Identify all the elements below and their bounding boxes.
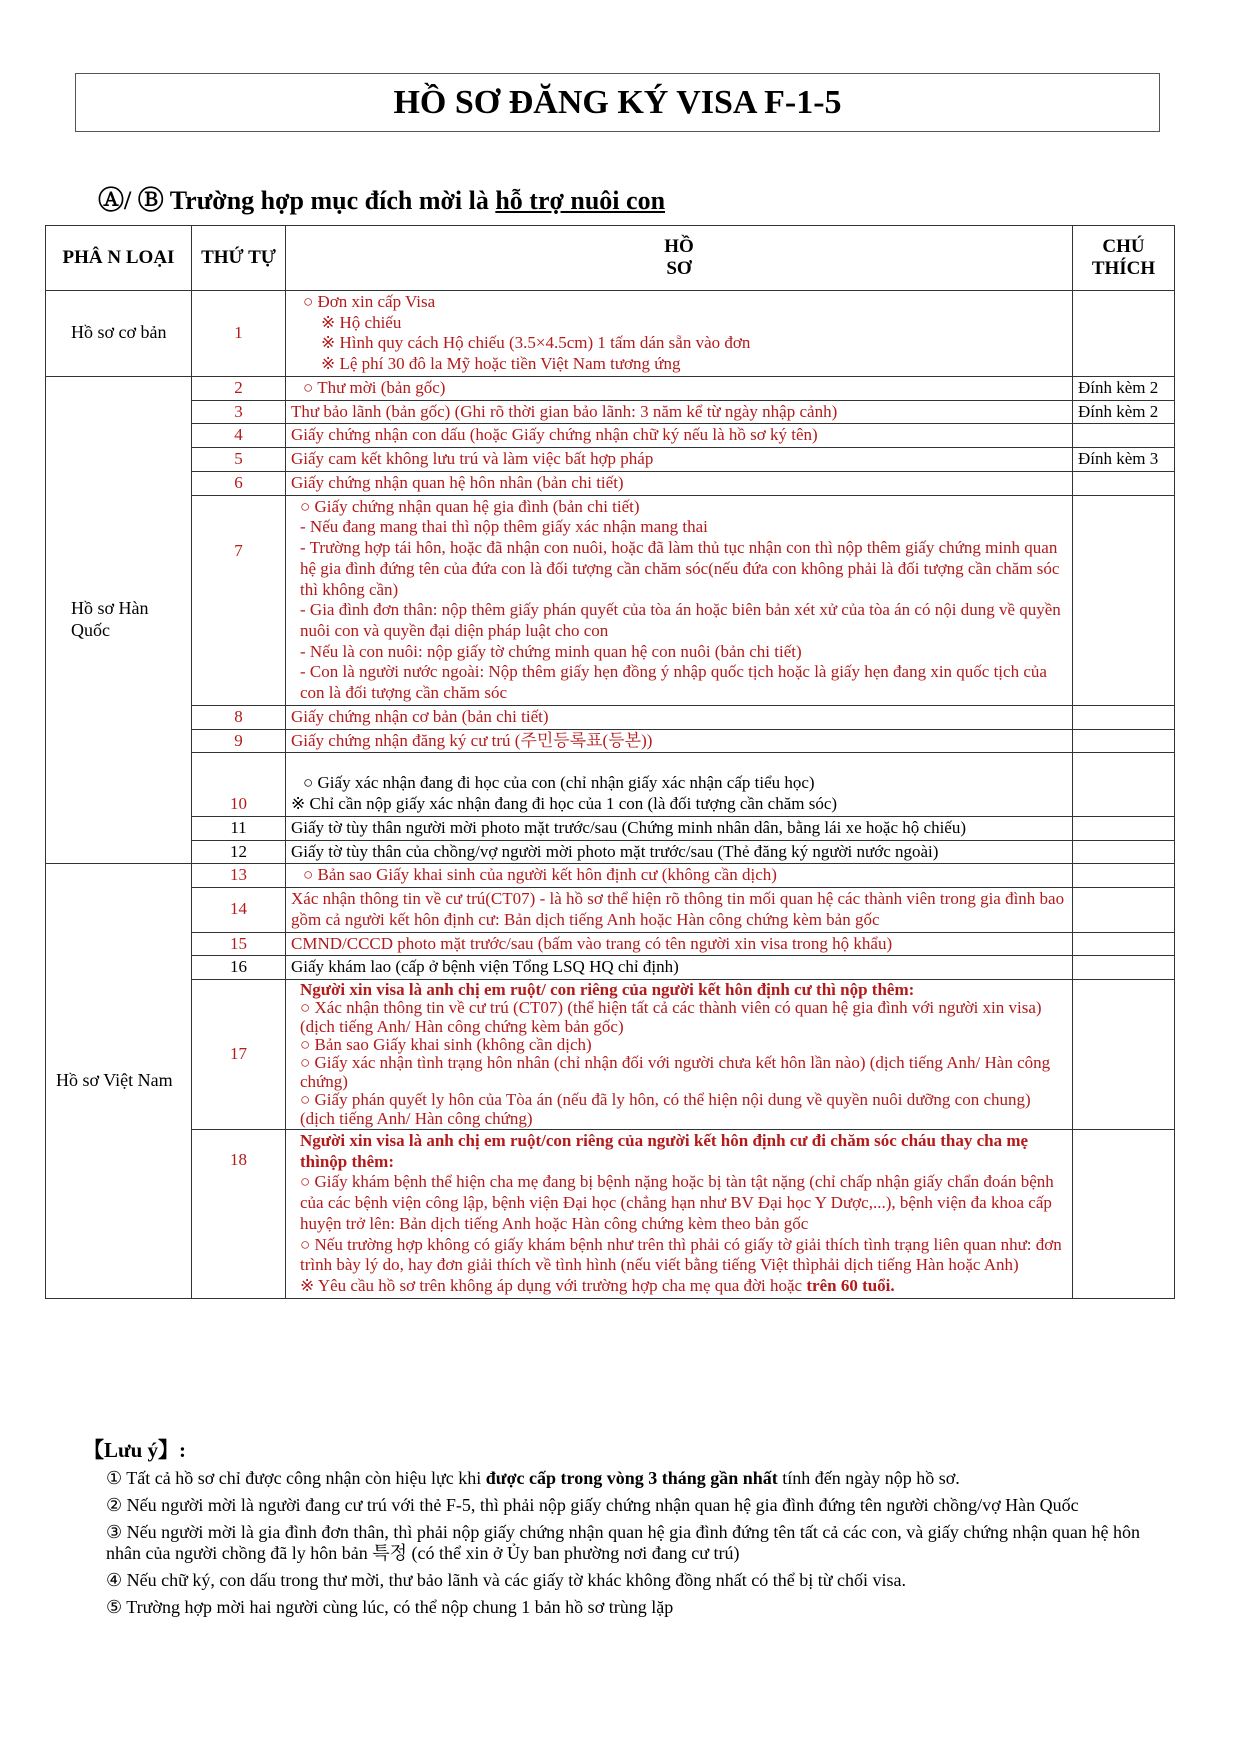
note-item: ④ Nếu chữ ký, con dấu trong thư mời, thư bảo lãnh và các giấy tờ khác không đồng nhất có thể bị từ chối visa. <box>106 1570 907 1591</box>
table-row <box>46 291 1175 377</box>
row-note: Đính kèm 3 <box>1073 448 1175 472</box>
row-line: ○ Giấy xác nhận tình trạng hôn nhân (chỉ nhận đối với người chưa kết hôn lần nào) (dịch tiếng Anh/ Hàn công chứng) <box>300 1053 1051 1091</box>
table-row <box>46 495 1175 705</box>
page-title: HỒ SƠ ĐĂNG KÝ VISA F-1-5 <box>393 84 842 121</box>
notes-heading: 【Lưu ý】: <box>83 1438 187 1462</box>
row-content: Xác nhận thông tin về cư trú(CT07) - là hồ sơ thể hiện rõ thông tin mối quan hệ các thành viên trong gia đình bao gồm cả người kết hôn định cư: Bản dịch tiếng Anh hoặc Hàn công chứng kèm bản gốc <box>286 888 1073 932</box>
row-content <box>286 495 1073 705</box>
table-row <box>46 400 1175 424</box>
row-number: 11 <box>192 816 286 840</box>
header-category: PHÂ N LOẠI <box>46 226 192 291</box>
note-item: ② Nếu người mời là người đang cư trú với thẻ F-5, thì phải nộp giấy chứng nhận quan hệ gia đình đứng tên người chồng/vợ Hàn Quốc <box>106 1494 1079 1515</box>
row-note <box>1073 705 1175 729</box>
table-row <box>46 980 1175 1130</box>
row-number: 12 <box>192 840 286 864</box>
row-line: ○ Giấy phán quyết ly hôn của Tòa án (nếu đã ly hôn, có thể hiện nội dung về quyền nuôi dưỡng con chung) (dịch tiếng Anh/ Hàn công chứng) <box>300 1090 1031 1128</box>
row-line: - Gia đình đơn thân: nộp thêm giấy phán quyết của tòa án hoặc biên bản xét xử của tòa án có nội dung về quyền nuôi con và quyền đại diện pháp luật cho con <box>300 600 1061 641</box>
header-docs <box>286 226 1073 291</box>
row-content <box>286 980 1073 1130</box>
row-line: - Nếu là con nuôi: nộp giấy tờ chứng minh quan hệ con nuôi (bản chi tiết) <box>300 641 802 661</box>
row-note <box>1073 816 1175 840</box>
row-line-bold: trên 60 tuổi. <box>806 1276 895 1296</box>
row-number: 6 <box>192 471 286 495</box>
note-bold: được cấp trong vòng 3 tháng gần nhất <box>485 1467 778 1488</box>
row-content: Giấy cam kết không lưu trú và làm việc bất hợp pháp <box>286 448 1073 472</box>
title-box <box>75 73 1160 132</box>
row-content <box>286 1129 1073 1298</box>
row-number: 1 <box>192 291 286 377</box>
subtitle-prefix: Ⓐ/ Ⓑ Trường hợp mục đích mời là <box>98 186 496 215</box>
subtitle-underlined: hỗ trợ nuôi con <box>495 186 666 215</box>
row-line: ○ Xác nhận thông tin về cư trú (CT07) (thể hiện tất cả các thành viên có quan hệ gia đình với người xin visa) (dịch tiếng Anh/ Hàn công chứng kèm bản gốc) <box>300 998 1042 1036</box>
row-content: Giấy chứng nhận con dấu (hoặc Giấy chứng nhận chữ ký nếu là hồ sơ ký tên) <box>286 424 1073 448</box>
row-content: Giấy chứng nhận đăng ký cư trú (주민등록표(등본)) <box>286 729 1073 753</box>
table-row <box>46 424 1175 448</box>
row-note <box>1073 956 1175 980</box>
row-heading: Người xin visa là anh chị em ruột/con riêng của người kết hôn định cư đi chăm sóc cháu thay cha mẹ thìnộp thêm: <box>300 1130 1029 1171</box>
table-row <box>46 840 1175 864</box>
row-number: 5 <box>192 448 286 472</box>
row-note <box>1073 753 1175 816</box>
row-number: 10 <box>192 753 286 816</box>
table-row <box>46 729 1175 753</box>
row-line: ○ Giấy khám bệnh thể hiện cha mẹ đang bị bệnh nặng hoặc bị tàn tật nặng (chỉ chấp nhận giấy chẩn đoán bệnh của các bệnh viện công lập, bệnh viện Đại học (chẳng hạn như BV Đại học Y Dược,...), bệnh viện đa khoa cấp huyện trở lên: Bản dịch tiếng Anh hoặc Hàn công chứng kèm theo bản gốc <box>300 1172 1054 1233</box>
row-line: ※ Lệ phí 30 đô la Mỹ hoặc tiền Việt Nam tương ứng <box>321 354 681 374</box>
row-content <box>286 864 1073 888</box>
row-content: Giấy chứng nhận quan hệ hôn nhân (bản chi tiết) <box>286 471 1073 495</box>
row-line: ※ Hộ chiếu <box>321 312 402 332</box>
row-note <box>1073 471 1175 495</box>
table-row <box>46 932 1175 956</box>
row-note: Đính kèm 2 <box>1073 376 1175 400</box>
row-content: Giấy khám lao (cấp ở bệnh viện Tổng LSQ HQ chỉ định) <box>286 956 1073 980</box>
table-row <box>46 864 1175 888</box>
table-row <box>46 753 1175 816</box>
row-note <box>1073 1129 1175 1298</box>
header-docs-line1: HỒ <box>664 236 694 258</box>
row-content: Giấy tờ tùy thân người mời photo mặt trước/sau (Chứng minh nhân dân, bằng lái xe hoặc hộ chiếu) <box>286 816 1073 840</box>
documents-table <box>45 225 1175 1299</box>
category-korea: Hồ sơ Hàn Quốc <box>46 376 192 863</box>
row-note <box>1073 291 1175 377</box>
note-text: ① Tất cả hồ sơ chỉ được công nhận còn hiệu lực khi <box>106 1467 486 1488</box>
row-number: 9 <box>192 729 286 753</box>
row-line: ○ Thư mời (bản gốc) <box>303 377 446 397</box>
row-number: 17 <box>192 980 286 1130</box>
notes-section <box>83 1438 1163 1624</box>
header-notes: CHÚ THÍCH <box>1073 226 1175 291</box>
row-content: Giấy tờ tùy thân của chồng/vợ người mời photo mặt trước/sau (Thẻ đăng ký người nước ngoài) <box>286 840 1073 864</box>
table-row <box>46 376 1175 400</box>
row-line: ○ Giấy chứng nhận quan hệ gia đình (bản chi tiết) <box>300 496 640 516</box>
note-item: ③ Nếu người mời là gia đình đơn thân, thì phải nộp giấy chứng nhận quan hệ gia đình đứng tên tất cả các con, và giấy chứng nhận quan hệ hôn nhân của người chồng đã ly hôn bản 특정 (có thể xin ở Ủy ban phường nơi đang cư trú) <box>106 1521 1140 1564</box>
row-line: ○ Đơn xin cấp Visa <box>303 292 436 311</box>
table-row <box>46 448 1175 472</box>
row-note <box>1073 424 1175 448</box>
row-line: ※ Hình quy cách Hộ chiếu (3.5×4.5cm) 1 tấm dán sẵn vào đơn <box>321 333 751 353</box>
row-line: ○ Bản sao Giấy khai sinh của người kết hôn định cư (không cần dịch) <box>303 865 777 885</box>
header-docs-line2: SƠ <box>666 258 692 279</box>
row-line: ○ Nếu trường hợp không có giấy khám bệnh như trên thì phải có giấy tờ giải thích tình trạng liên quan như: đơn trình bày lý do, hay đơn giải thích về tình hình (nếu viết bằng tiếng Việt thìphải dịch tiếng Hàn hoặc Anh) <box>300 1234 1062 1275</box>
row-number: 16 <box>192 956 286 980</box>
row-content: Giấy chứng nhận cơ bản (bản chi tiết) <box>286 705 1073 729</box>
row-note <box>1073 932 1175 956</box>
table-row <box>46 816 1175 840</box>
row-note: Đính kèm 2 <box>1073 400 1175 424</box>
row-line-text: ※ Yêu cầu hồ sơ trên không áp dụng với trường hợp cha mẹ qua đời hoặc <box>300 1276 807 1296</box>
row-line: ※ Chỉ cần nộp giấy xác nhận đang đi học của 1 con (là đối tượng cần chăm sóc) <box>291 794 838 814</box>
row-line: - Nếu đang mang thai thì nộp thêm giấy xác nhận mang thai <box>300 517 708 537</box>
row-content: CMND/CCCD photo mặt trước/sau (bấm vào trang có tên người xin visa trong hộ khẩu) <box>286 932 1073 956</box>
row-line: ○ Bản sao Giấy khai sinh (không cần dịch) <box>300 1035 592 1055</box>
row-number: 8 <box>192 705 286 729</box>
table-row <box>46 705 1175 729</box>
row-note <box>1073 864 1175 888</box>
note-item <box>83 1468 1163 1490</box>
row-content: Thư bảo lãnh (bản gốc) (Ghi rõ thời gian bảo lãnh: 3 năm kể từ ngày nhập cảnh) <box>286 400 1073 424</box>
row-line: - Trường hợp tái hôn, hoặc đã nhận con nuôi, hoặc đã làm thủ tục nhận con thì nộp thêm giấy chứng minh quan hệ gia đình đứng tên của đứa con là đối tượng cần chăm sóc(nếu đứa con không phải là đối tượng cần chăm sóc thì không cần) <box>300 538 1060 599</box>
row-content <box>286 753 1073 816</box>
row-number: 13 <box>192 864 286 888</box>
row-number: 7 <box>192 495 286 705</box>
category-vietnam: Hồ sơ Việt Nam <box>46 864 192 1298</box>
note-text: tính đến ngày nộp hồ sơ. <box>777 1467 960 1488</box>
row-number: 3 <box>192 400 286 424</box>
category-basic: Hồ sơ cơ bản <box>46 291 192 377</box>
row-number: 15 <box>192 932 286 956</box>
table-row <box>46 1129 1175 1298</box>
row-note <box>1073 980 1175 1130</box>
row-number: 18 <box>192 1129 286 1298</box>
row-content <box>286 291 1073 377</box>
table-header-row <box>46 226 1175 291</box>
row-heading: Người xin visa là anh chị em ruột/ con riêng của người kết hôn định cư thì nộp thêm: <box>300 980 915 1000</box>
table-row <box>46 471 1175 495</box>
row-note <box>1073 840 1175 864</box>
row-line <box>300 1276 1067 1297</box>
row-note <box>1073 729 1175 753</box>
row-content <box>286 376 1073 400</box>
header-order: THỨ TỰ <box>192 226 286 291</box>
note-item: ⑤ Trường hợp mời hai người cùng lúc, có thể nộp chung 1 bản hồ sơ trùng lặp <box>106 1597 674 1618</box>
section-subtitle <box>98 180 665 217</box>
row-note <box>1073 888 1175 932</box>
row-line: ○ Giấy xác nhận đang đi học của con (chỉ nhận giấy xác nhận cấp tiểu học) <box>303 773 815 793</box>
row-note <box>1073 495 1175 705</box>
row-number: 2 <box>192 376 286 400</box>
row-number: 14 <box>192 888 286 932</box>
row-line: - Con là người nước ngoài: Nộp thêm giấy hẹn đồng ý nhập quốc tịch hoặc là giấy hẹn đang xin quốc tịch của con là đối tượng cần chăm sóc <box>300 662 1047 703</box>
row-number: 4 <box>192 424 286 448</box>
table-row <box>46 888 1175 932</box>
table-row <box>46 956 1175 980</box>
